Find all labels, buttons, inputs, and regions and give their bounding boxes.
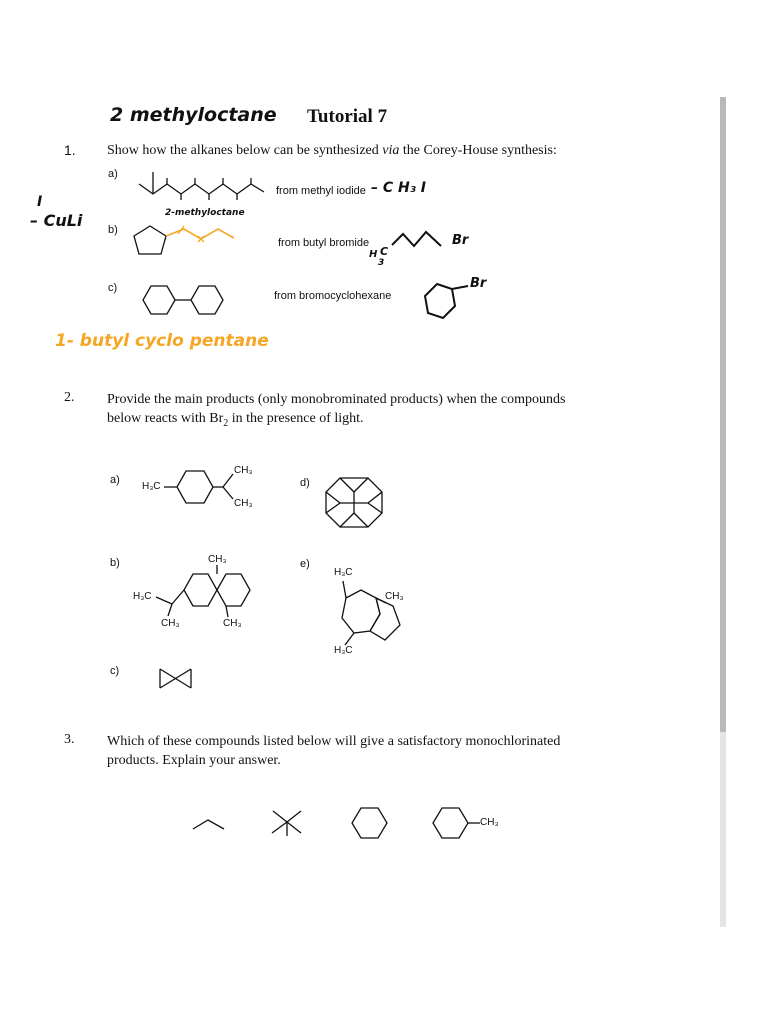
page-title: Tutorial 7 — [307, 106, 388, 127]
q2b-label: b) — [110, 557, 120, 569]
q1c-label: c) — [108, 282, 118, 294]
q1c-from-text: from bromocyclohexane — [274, 290, 392, 302]
q1b-handwritten-h: H — [369, 249, 378, 260]
q2c-label: c) — [110, 665, 120, 677]
q1a-from-text: from methyl iodide — [276, 185, 366, 197]
q2-number: 2. — [64, 390, 75, 405]
q2e-h3c-top: H₃C — [334, 567, 353, 578]
q1b-label: b) — [108, 224, 118, 236]
q2b-ch3-right: CH₃ — [223, 618, 242, 629]
q1b-handwritten-br: Br — [452, 233, 469, 248]
q2e-ch3: CH₃ — [385, 591, 404, 602]
q2a-label: a) — [110, 474, 120, 486]
q1b-handwritten-c: C — [380, 245, 389, 258]
q2b-ch3-top: CH₃ — [208, 554, 227, 565]
q1b-from-text: from butyl bromide — [278, 237, 370, 249]
margin-note-reagent-top: I — [37, 194, 43, 210]
q2a-ch3-top: CH₃ — [234, 465, 253, 476]
q3-ch3: CH₃ — [480, 817, 499, 828]
q1a-handwritten-name: 2-methyloctane — [165, 208, 245, 218]
margin-note-reagent: – CuLi — [30, 211, 83, 230]
q2e-label: e) — [300, 558, 310, 570]
q1a-handwritten-ch3i: – C H₃ I — [371, 180, 426, 196]
q1-number: 1. — [64, 142, 76, 158]
q3-text: Which of these compounds listed below will give a satisfactory monochlorinated products. Explain your answer. — [107, 734, 561, 768]
q1c-handwritten-br: Br — [470, 276, 487, 291]
margin-note-orange: 1- butyl cyclo pentane — [55, 331, 269, 351]
q1b-handwritten-3: 3 — [378, 258, 385, 268]
q2d-label: d) — [300, 477, 310, 489]
q2-text: Provide the main products (only monobrominated products) when the compounds below reacts with $Br_2$ in the presence of light. — [107, 392, 566, 429]
q3-number: 3. — [64, 732, 75, 747]
q2a-h3c: H₃C — [142, 481, 161, 492]
q2b-h3c: H₃C — [133, 591, 152, 602]
q1a-label: a) — [108, 168, 118, 180]
q2e-h3c-bottom: H₃C — [334, 645, 353, 656]
q2b-ch3-left: CH₃ — [161, 618, 180, 629]
q2a-ch3-bottom: CH₃ — [234, 498, 253, 509]
handwritten-note-title: 2 methyloctane — [110, 104, 277, 126]
q1-text: Show how the alkanes below can be synthesized via the Corey-House synthesis: — [107, 143, 557, 158]
